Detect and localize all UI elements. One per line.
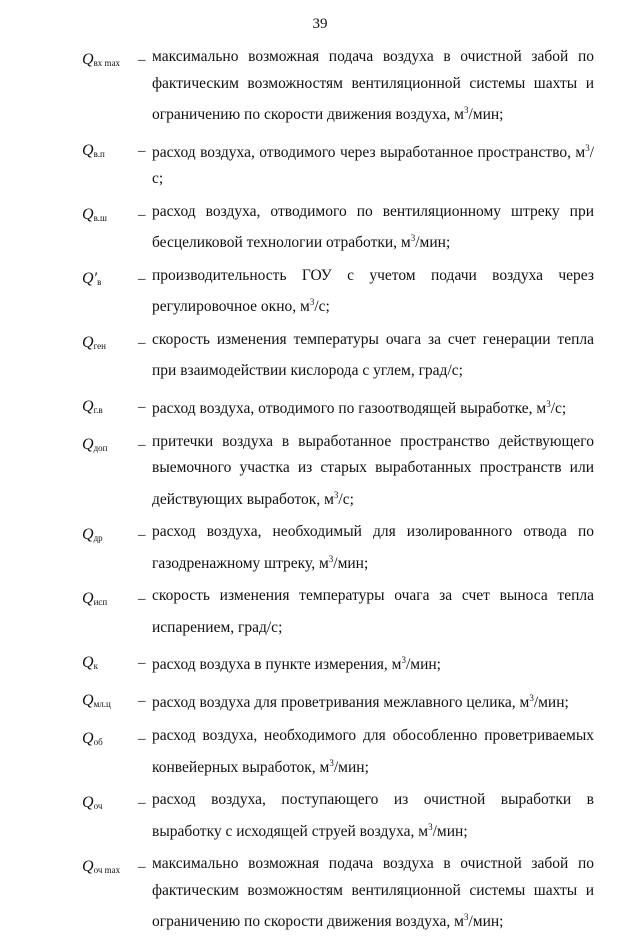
dash: – bbox=[138, 436, 146, 453]
definition-row bbox=[82, 519, 594, 577]
symbol-subscript: в.ш bbox=[93, 212, 107, 223]
definition-text: расход воздуха для проветривания межлавного целика, $м^3$/мин; bbox=[152, 693, 569, 711]
symbol: $Q_{в.ш}$ bbox=[82, 205, 107, 223]
dash: – bbox=[138, 591, 146, 607]
definition-text: расход воздуха, отводимого по газоотводящей выработке, $м^3/с$; bbox=[152, 398, 567, 417]
dash: – bbox=[138, 398, 146, 415]
definition-row bbox=[82, 723, 594, 781]
symbol-subscript: об bbox=[93, 737, 103, 747]
symbol: $Q'_в$ bbox=[82, 269, 102, 287]
dash: – bbox=[138, 655, 146, 671]
symbol-subscript: вх max bbox=[93, 58, 121, 68]
dash: – bbox=[138, 731, 146, 747]
symbol: $Q_{вх max}$ bbox=[82, 51, 121, 68]
symbol: $Q_{др}$ bbox=[82, 526, 103, 543]
definition-row bbox=[82, 787, 594, 845]
page-number: 39 bbox=[312, 16, 328, 32]
definition-text: расход воздуха, поступающего из очистной выработки в выработку с исходящей струей воздуха, $м^3$/мин; bbox=[152, 791, 594, 840]
definition-row bbox=[82, 44, 594, 129]
definition-text: максимально возможная подача воздуха в очистной забой по фактическим возможностям вентиляционной системы шахты и ограничению по скорости движения воздуха, $м^3$/мин; bbox=[152, 855, 594, 930]
definition-row bbox=[82, 263, 594, 321]
symbol-subscript: г.в bbox=[93, 404, 103, 415]
dash: – bbox=[138, 334, 146, 351]
symbol-subscript: доп bbox=[93, 442, 108, 453]
definition-row bbox=[82, 583, 594, 641]
symbol: $Q_{оч max}$ bbox=[82, 858, 121, 875]
definition-text: максимально возможная подача воздуха в очистной забой по фактическим возможностям вентиляционной системы шахты и ограничению по скорости движения воздуха, $м^3$/мин; bbox=[152, 48, 594, 123]
symbol-subscript: др bbox=[93, 533, 103, 543]
definitions-list bbox=[82, 44, 594, 942]
symbol: $Q_{об}$ bbox=[82, 730, 103, 747]
symbol-subscript: оч max bbox=[93, 865, 121, 875]
dash: – bbox=[138, 206, 146, 223]
definition-row bbox=[82, 199, 594, 257]
definition-text: скорость изменения температуры очага за счет генерации тепла при взаимодействии кислорода с углем, град/с; bbox=[152, 330, 594, 379]
dash: – bbox=[138, 52, 146, 68]
definition-text: производительность ГОУ с учетом подачи воздуха через регулировочное окно, $м^3/с$; bbox=[152, 266, 594, 315]
dash: – bbox=[138, 693, 146, 709]
dash: – bbox=[138, 527, 146, 543]
symbol-subscript: к bbox=[93, 661, 98, 671]
symbol: $Q_{доп}$ bbox=[82, 435, 108, 453]
definition-row bbox=[82, 429, 594, 514]
symbol: $Q_{г.в}$ bbox=[82, 397, 103, 415]
symbol: $Q_{в.п}$ bbox=[82, 141, 105, 159]
definition-row bbox=[82, 391, 594, 423]
symbol: $Q_{мл.ц}$ bbox=[82, 692, 111, 709]
symbol-subscript: исп bbox=[93, 597, 108, 607]
definition-row bbox=[82, 327, 594, 385]
symbol-subscript: ген bbox=[93, 340, 106, 351]
dash: – bbox=[138, 142, 146, 159]
symbol: $Q_{ген}$ bbox=[82, 333, 106, 351]
definition-text: расход воздуха в пункте измерения, $м^3$/мин; bbox=[152, 655, 441, 673]
symbol-subscript: в bbox=[97, 276, 102, 287]
definition-row bbox=[82, 851, 594, 936]
definition-row bbox=[82, 135, 594, 193]
symbol: $Q_{оч}$ bbox=[82, 794, 103, 811]
symbol-subscript: оч bbox=[93, 801, 103, 811]
dash: – bbox=[138, 795, 146, 811]
dash: – bbox=[138, 270, 146, 287]
definition-text: расход воздуха, необходимый для изолированного отвода по газодренажному штреку, $м^3$/мин; bbox=[152, 523, 594, 572]
definition-text: притечки воздуха в выработанное пространство действующего выемочного участка из старых выработанных пространств или действующих выработок, $м^3/с$; bbox=[152, 432, 594, 508]
definition-text: расход воздуха, отводимого через выработанное пространство, $м^3/с$; bbox=[152, 142, 594, 187]
symbol: $Q_{исп}$ bbox=[82, 590, 108, 607]
symbol-subscript: мл.ц bbox=[93, 699, 111, 709]
definition-text: расход воздуха, отводимого по вентиляционному штреку при бесцеликовой технологии отработки, $м^3$/мин; bbox=[152, 202, 594, 251]
definition-text: скорость изменения температуры очага за счет выноса тепла испарением, град/с; bbox=[152, 587, 594, 636]
definition-row bbox=[82, 685, 594, 717]
dash: – bbox=[138, 859, 146, 875]
symbol: $Q_к$ bbox=[82, 654, 98, 671]
symbol-subscript: в.п bbox=[93, 148, 105, 159]
definition-text: расход воздуха, необходимого для обособленно проветриваемых конвейерных выработок, $м^3$/мин; bbox=[152, 727, 594, 776]
definition-row bbox=[82, 647, 594, 679]
